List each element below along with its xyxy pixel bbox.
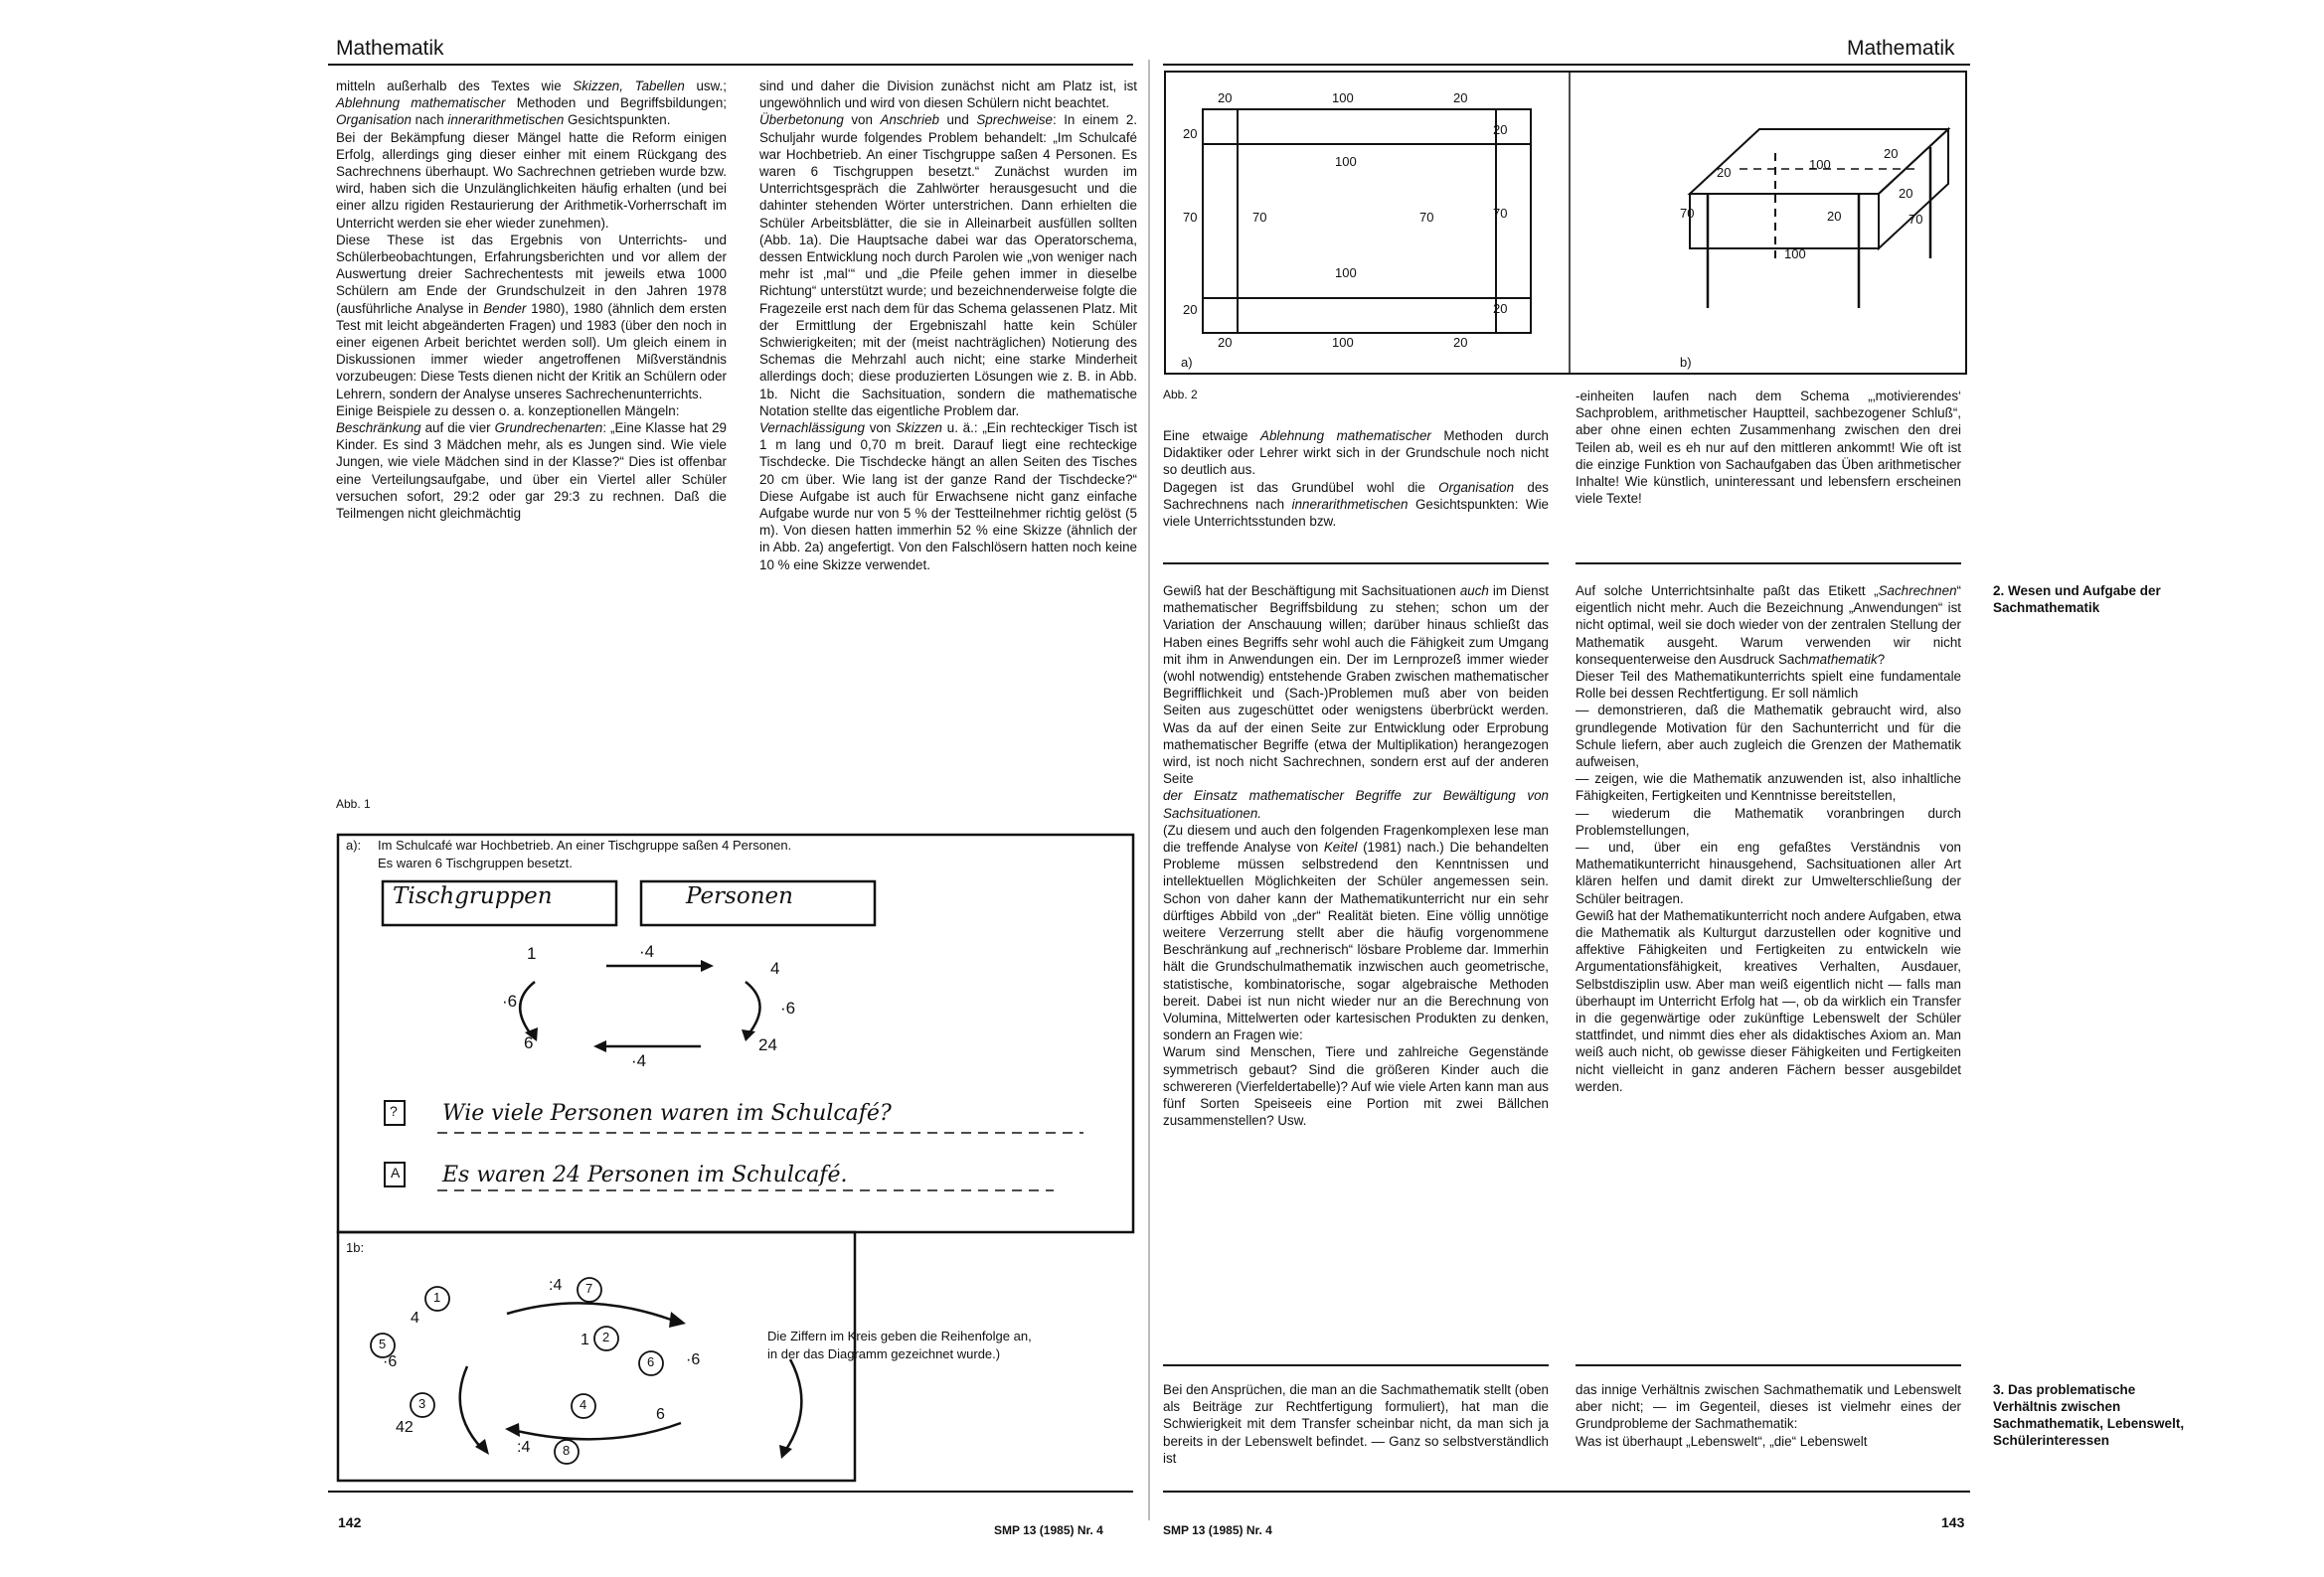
c2: 2 [602, 1330, 610, 1344]
c7: 7 [585, 1281, 593, 1296]
left-bottom-rule [328, 1491, 1133, 1493]
paragraph: Was ist überhaupt „Lebenswelt“, „die“ Lebenswelt [1576, 1433, 1868, 1449]
section-heading-3: 3. Das problematische Verhältnis zwischen Sachmathematik, Lebenswelt, Schülerinteressen [1993, 1382, 2185, 1448]
figure-2 [1163, 70, 1970, 378]
op-left: ·6 [502, 992, 518, 1011]
t100: 100 [1332, 90, 1354, 105]
c5: 5 [379, 1337, 387, 1351]
rule-a2 [1163, 1364, 1549, 1366]
fig1a-text1: Im Schulcafé war Hochbetrieb. An einer Tischgruppe saßen 4 Personen. [378, 838, 792, 853]
left-header-rule [328, 64, 1133, 66]
paragraph: (Zu diesem und auch den folgenden Fragenkomplexen lese man die treffende Analyse von Keitel (1981) nach.) Die behandelten Probleme müssen selbstredend den Kenntnissen und intellektuellen Möglichkeiten der Schüler angemessen sein. Schon von daher kann der Mathematikunterricht nur ein sehr dürftiges Abbild von „der“ Realität bieten. Eine völlig unnötige weitere Verzerrung stellt aber die häufig vorgenommene Beschränkung auf „rechnerisch“ lösbare Probleme dar. Immerhin hält die Grundschulmathematik inzwischen auch geometrische, statistische, kombinatorische, sogar algebraische Methoden bereit. Dabei ist nun nicht wieder nur an die Berechnung von Volumina, Mittelwerten oder kartesischen Produkten zu denken, sondern an Fragen wie: [1163, 822, 1550, 1043]
answer-handwritten: Es waren 24 Personen im Schulcafé. [442, 1163, 848, 1187]
question-handwritten: Wie viele Personen waren im Schulcafé? [442, 1101, 892, 1126]
b100: 100 [1332, 335, 1354, 350]
left-header: Mathematik [336, 37, 444, 60]
paragraph: Eine etwaige Ablehnung mathematischer Methoden durch Didaktiker oder Lehrer wirkt sich in der Grundschule noch nicht so deutlich aus. [1163, 428, 1550, 478]
right-bottom-rule [1163, 1491, 1970, 1493]
right-col-b-top [1576, 388, 1961, 507]
b20-2: 20 [1453, 335, 1468, 350]
op-top: ·4 [639, 942, 655, 961]
t20-2: 20 [1453, 90, 1468, 105]
rule-a1 [1163, 562, 1549, 564]
op-bottom-1b: :4 [517, 1439, 531, 1456]
l20-1: 20 [1183, 126, 1198, 141]
paragraph: Warum sind Menschen, Tiere und zahlreiche Gegenstände symmetrisch gebaut? Sind die größeren Kinder auch die schwereren (Vierfeldertabelle)? Auf wie viele Arten kann man aus fünf Sorten Speiseeis eine Portion mit zwei Bällchen zusammenstellen? Usw. [1163, 1044, 1549, 1129]
c8: 8 [563, 1443, 571, 1458]
paragraph: Diese These ist das Ergebnis von Unterrichts- und Schülerbeobachtungen, Erfahrungsberichten und vor allem der Auswertung dreier Sachrechentests mit jeweils etwa 1000 Schülern am Ende der Grundschulzeit in den Jahren 1978 (ausführliche Analyse in Bender 1980), 1980 (ähnlich dem ersten Test mit leicht abgeänderten Fragen) und 1983 (über den noch in einer eigenen Arbeit berichtet werden soll). Um gleich einem in Diskussionen immer wieder angetroffenen Mißverständnis vorzubeugen: Diese Tests dienen nicht der Kritik an Schülern oder Lehrern, sondern der Analyse unseres Sachrechenunterrichts. [336, 232, 727, 401]
paragraph: Überbetonung von Anschrieb und Sprechweise: In einem 2. Schuljahr wurde folgendes Problem behandelt: „Im Schulcafé war Hochbetrieb. An einer Tischgruppe saßen 4 Personen. Es waren 6 Tischgruppen besetzt.“ Zunächst wurden im Unterrichtsgespräch die Zahlwörter herausgesucht und die dahinter stehenden Wörter unterstrichen. Dann erhielten die Schüler Arbeitsblätter, die sie in Alleinarbeit ausfüllen sollten (Abb. 1a). Die Hauptsache dabei war das Operatorschema, dessen Entwicklung noch durch Parolen wie „von weniger nach mehr ist ‚mal‘“ und „die Pfeile gehen immer in dieselbe Richtung“ unterstützt wurde; und bezeichnenderweise folgte die Fragezeile erst nach dem für das Schema gelassenen Platz. Mit der Ermittlung der Ergebniszahl hatte kein Schüler Schwierigkeiten; mit der (meist nachträglichen) Notierung des Schemas die Mehrzahl auch nicht; eine starke Minderheit allerdings doch; diese produzierten Lösungen wie z. B. in Abb. 1b. Nicht die Sachsituation, sondern die mathematische Notation stellte das eigentliche Problem dar. [759, 112, 1137, 418]
b20-1: 20 [1218, 335, 1233, 350]
paragraph: — demonstrieren, daß die Mathematik gebraucht wird, also grundlegende Motivation für den Sachunterricht und für die Schule liefern, aber auch zugleich die Grenzen der Mathematik aufweisen, [1576, 703, 1961, 770]
v1: 1 [581, 1332, 589, 1348]
left-page-number: 142 [338, 1514, 362, 1530]
d20a: 20 [1884, 146, 1899, 161]
fig1b-label: 1b: [346, 1240, 365, 1255]
box-right-text: Personen [686, 883, 793, 909]
paragraph: -einheiten laufen nach dem Schema „‚motivierendes‘ Sachproblem, arithmetischer Hauptteil, sachbezogener Schluß“, aber ohne einen echten Zusammenhang zwischen den drei Teilen ab, weil es eh nur auf den mittleren ankommt! Wie oft ist die einzige Funktion von Sachaufgaben das Üben arithmetischer Inhalte! Wie künstlich, uninteressant und lebensfern erscheinen viele Texte! [1576, 389, 1961, 507]
paragraph: — zeigen, wie die Mathematik anzuwenden ist, also inhaltliche Fähigkeiten, Fertigkeiten und Kenntnisse bereitstellen, [1576, 771, 1961, 804]
fig1b-arrow-right [785, 1359, 801, 1451]
fig1b-note1: Die Ziffern im Kreis geben die Reihenfolge an, [767, 1329, 1032, 1343]
left-column-2 [759, 78, 1137, 573]
right-col-a-bot [1163, 1381, 1549, 1467]
right-page-number: 143 [1941, 1514, 1965, 1530]
v6: 6 [656, 1406, 665, 1423]
paragraph: Auf solche Unterrichtsinhalte paßt das Etikett „Sachrechnen“ eigentlich nicht mehr. Auch die Bezeichnung „Anwendungen“ ist nicht optimal, weil sie doch wieder von der zentralen Stellung der Mathematik ausgeht. Warum verwenden wir nicht konsequenterweise den Ausdruck Sachmathematik? [1576, 583, 1961, 667]
box-left-text: Tischgruppen [393, 883, 553, 909]
d70a: 70 [1680, 206, 1695, 221]
rule-b2 [1576, 1364, 1961, 1366]
inner-bottom: 100 [1335, 265, 1357, 280]
r20-2: 20 [1493, 301, 1508, 316]
paragraph: Einige Beispiele zu dessen o. a. konzeptionellen Mängeln: [336, 402, 680, 418]
c4: 4 [580, 1397, 587, 1412]
section-heading-2: 2. Wesen und Aufgabe der Sachmathematik [1993, 583, 2161, 615]
left-footer: SMP 13 (1985) Nr. 4 [994, 1523, 1103, 1537]
paragraph: Dagegen ist das Grundübel wohl die Organisation des Sachrechnens nach innerarithmetischen Gesichtspunkten: Wie viele Unterrichtsstunden bzw. [1163, 479, 1549, 530]
paragraph: sind und daher die Division zunächst nicht am Platz ist, ist ungewöhnlich und wird von diesen Schülern nicht beachtet. [759, 79, 1137, 111]
question-marker: ? [390, 1103, 398, 1119]
paragraph: Bei den Ansprüchen, die man an die Sachmathematik stellt (oben als Beiträge zur Rechtfertigung formuliert), hat man die Schwierigkeit mit dem Transfer scheinbar nicht, da man sich ja bereits in der Lebenswelt befindet. — Ganz so selbstverständlich ist [1163, 1382, 1549, 1466]
inner-left: 70 [1252, 210, 1267, 225]
c1: 1 [433, 1290, 441, 1305]
d20c: 20 [1899, 186, 1913, 201]
op-bottom: ·4 [631, 1051, 647, 1070]
v42: 42 [396, 1419, 414, 1436]
r20-1: 20 [1493, 122, 1508, 137]
paragraph: Beschränkung auf die vier Grundrechenarten: „Eine Klasse hat 29 Kinder. Es sind 3 Mädchen mehr, als es Jungen sind. Wie viele Jungen, wie viele Mädchen sind in der Klasse?“ Dies ist offenbar eine Verteilungsaufgabe, und über ein Viertel aller Schüler versuchen sofort, 29:2 oder gar 29:3 zu rechnen. Daß die Teilmengen nicht gleichmächtig [336, 420, 727, 522]
paragraph: — wiederum die Mathematik voranbringen durch Problemstellungen, [1576, 805, 1961, 838]
fig2-frame [1165, 72, 1966, 374]
fig2b-label: b) [1680, 355, 1692, 370]
abb2-label: Abb. 2 [1163, 388, 1198, 401]
right-header-rule [1163, 64, 1970, 66]
r70: 70 [1493, 206, 1508, 221]
right-col-b-bot [1576, 1381, 1961, 1450]
paragraph: mitteln außerhalb des Textes wie Skizzen, Tabellen usw.; Ablehnung mathematischer Methoden und Begriffsbildungen; Organisation nach innerarithmetischen Gesichtspunkten. [336, 79, 727, 128]
right-header: Mathematik [1847, 37, 1955, 60]
c3: 3 [418, 1396, 426, 1411]
paragraph: Bei der Bekämpfung dieser Mängel hatte die Reform einigen Erfolg, allerdings ging dieser einher mit einem Rückgang des Sachrechnens überhaupt. Wo Sachrechnen getrieben wurde bzw. wird, haben sich die Unzulänglichkeiten häufig erhalten (und bei einer allzu rigiden Restaurierung der Arithmetik-Vorherrschaft im Unterricht werden sie eher wieder zunehmen). [336, 129, 727, 231]
val-4: 4 [770, 959, 780, 978]
left-column-1 [336, 78, 727, 522]
fig2a-label: a) [1181, 355, 1193, 370]
d100a: 100 [1809, 157, 1831, 172]
paragraph: Gewiß hat der Beschäftigung mit Sachsituationen auch im Dienst mathematischer Begriffsbildung zu stehen; schon um der Variation der Anschauung willen; darüber hinaus schließt das Haben eines Begriffs sehr wohl auch die Fähigkeit zum Umgang mit ihm in Anwendungen ein. Der im Lernprozeß immer wieder (wohl notwendig) entstehende Graben zwischen mathematischer Begrifflichkeit und (Sach-)Problemen muß aber von beiden Seiten aus zugeschüttet oder wenigstens überbrückt werden. Was da auf der einen Seite zur Entwicklung oder Erprobung mathematischer Begriffe (etwa der Multiplikation) herangezogen wird, ist noch nicht Sachrechnen, sondern erst auf der anderen Seite [1163, 583, 1549, 787]
paragraph: das innige Verhältnis zwischen Sachmathematik und Lebenswelt aber nicht; — im Gegenteil, dieses ist vielmehr eines der Grundprobleme der Sachmathematik: [1576, 1382, 1961, 1432]
gutter [1148, 60, 1150, 1520]
op-right-1b: ·6 [686, 1351, 701, 1368]
val-1: 1 [527, 944, 537, 963]
d70b: 70 [1909, 212, 1923, 227]
paragraph: Gewiß hat der Mathematikunterricht noch andere Aufgaben, etwa die Mathematik als Kulturgut darzustellen oder kognitive und affektive Fähigkeiten und Fertigkeiten zu entwickeln wie Argumentationsfähigkeit, kreatives Verhalten, Ausdauer, Selbstdisziplin usw. Aber man weiß eigentlich nicht — falls man überhaupt im Unterricht Erfolg hat —, ob da wirklich ein Transfer in die gegenwärtige oder zukünftige Lebenswelt der Schüler stattfindet, und nimmt dies eher als didaktisches Axiom an. Man weiß auch nicht, ob gewisse dieser Fähigkeiten und Fertigkeiten nicht vielleicht in ganz anderen Fächern besser ausgebildet werden. [1576, 907, 1961, 1094]
val-6: 6 [524, 1033, 534, 1052]
abb1-label: Abb. 1 [336, 797, 371, 811]
d20b: 20 [1717, 165, 1732, 180]
v4: 4 [411, 1310, 419, 1327]
l70: 70 [1183, 210, 1198, 225]
d20d: 20 [1827, 209, 1842, 224]
d100b: 100 [1784, 246, 1806, 261]
paragraph: — und, über ein eng gefaßtes Verständnis von Mathematikunterricht hinausgehend, Sachsituationen aller Art klären helfen und damit direkt zur Umwelterschließung der Schüler beitragen. [1576, 840, 1961, 906]
fig1a-arrow-left [520, 982, 535, 1035]
val-24: 24 [758, 1035, 777, 1054]
c6: 6 [647, 1354, 655, 1369]
fig1a-arrow-right [746, 982, 760, 1035]
inner-right: 70 [1419, 210, 1434, 225]
answer-marker: A [391, 1165, 401, 1181]
fig1b-arrow-top [507, 1303, 671, 1320]
t20-1: 20 [1218, 90, 1233, 105]
fig1b-note2: in der das Diagramm gezeichnet wurde.) [767, 1346, 1001, 1361]
op-top-1b: :4 [549, 1277, 563, 1294]
right-footer: SMP 13 (1985) Nr. 4 [1163, 1523, 1272, 1537]
rule-b1 [1576, 562, 1961, 564]
fig1a-text2: Es waren 6 Tischgruppen besetzt. [378, 856, 573, 870]
right-col-b-mid [1576, 582, 1961, 1095]
l20-2: 20 [1183, 302, 1198, 317]
right-col-a-mid [1163, 582, 1549, 1130]
paragraph: der Einsatz mathematischer Begriffe zur Bewältigung von Sachsituationen. [1163, 788, 1549, 821]
fig1b-arrow-bottom [517, 1423, 681, 1439]
figure-1 [328, 815, 1148, 1500]
paragraph: Vernachlässigung von Skizzen u. ä.: „Ein rechteckiger Tisch ist 1 m lang und 0,70 m breit. Darauf liegt eine rechteckige Tischdecke. Die Tischdecke hängt an allen Seiten des Tisches 20 cm über. Wie lang ist der ganze Rand der Tischdecke?“ Diese Aufgabe ist auch für Erwachsene nicht ganz einfache Aufgabe wurde nur von 5 % der Testteilnehmer richtig gelöst (5 m). Von diesen hatten immerhin 52 % eine Skizze (ähnlich der in Abb. 2a) angefertigt. Von den Falschlösern hatten noch keine 10 % eine Skizze verwendet. [759, 420, 1138, 572]
op-left-1b: ·6 [383, 1353, 398, 1370]
right-col-a-top [1163, 427, 1549, 530]
paragraph: Dieser Teil des Mathematikunterrichts spielt eine fundamentale Rolle bei dessen Rechtfertigung. Er soll nämlich [1576, 669, 1961, 702]
fig1a-label: a): [346, 838, 362, 853]
op-right: ·6 [780, 999, 796, 1018]
inner-top: 100 [1335, 154, 1357, 169]
fig1b-arrow-left [460, 1366, 482, 1449]
